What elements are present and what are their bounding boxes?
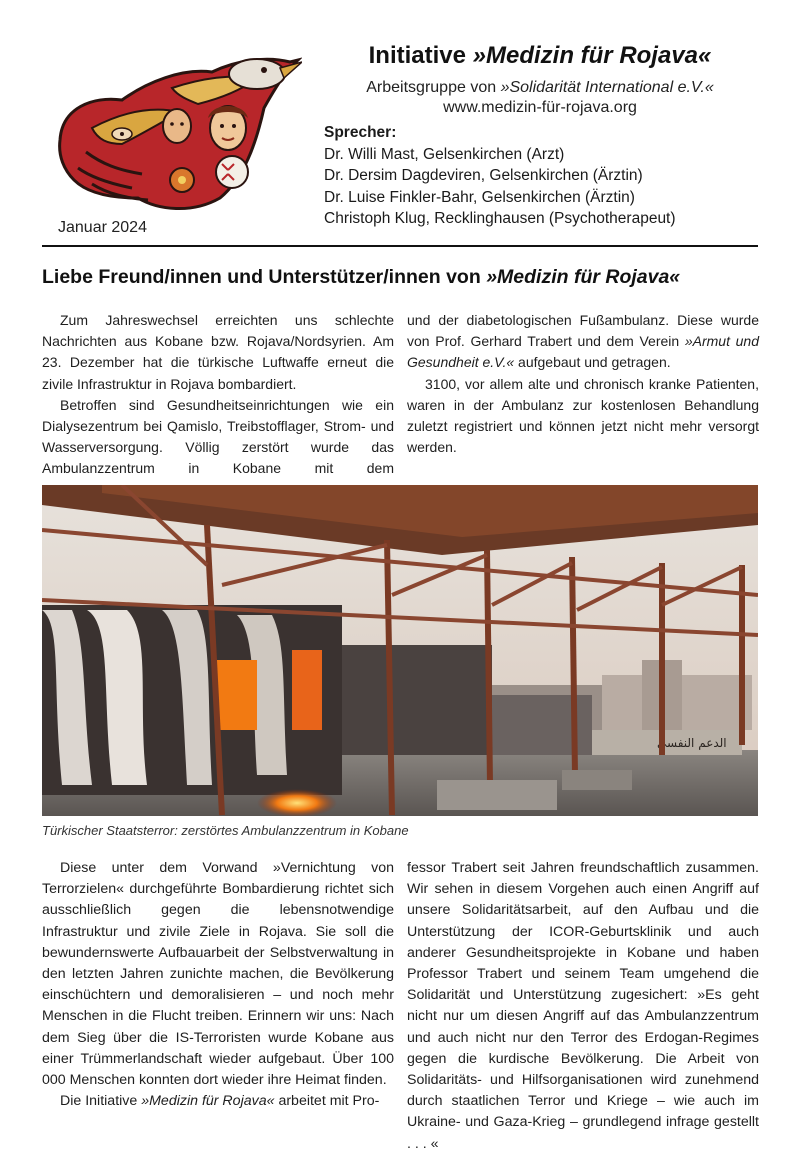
article-column-3	[42, 858, 394, 1112]
subtitle-prefix: Arbeitsgruppe von	[366, 79, 501, 96]
speaker-item: Dr. Willi Mast, Gelsenkirchen (Arzt)	[324, 145, 565, 163]
subtitle-org: »Solidarität International e.V.«	[500, 79, 714, 96]
speakers-label: Sprecher:	[324, 124, 397, 141]
speaker-item: Dr. Luise Finkler-Bahr, Gelsenkirchen (Ärztin)	[324, 188, 635, 206]
speaker-item: Christoph Klug, Recklinghausen (Psychotherapeut)	[324, 210, 676, 227]
paragraph: fessor Trabert seit Jahren freundschaftlich zusammen. Wir sehen in diesem Vorgehen auch einen Angriff auf unsere Solidaritätsarbeit, auf den Aufbau und die Unterstützung der ICOR-Geburtsklinik und auch anderer Gesundheitsprojekte in Kobane und haben Professor Trabert und seinem Team umgehend die Solidarität und Unterstützung zugesichert: »Es geht nicht nur um diesen Angriff auf das Ambulanzzentrum und auch nicht nur den Terror des Erdogan-Regimes gegen die kurdische Bevölkerung. Die Arbeit von Solidaritäts- und Hilfsorganisationen wird zunehmend durch staatlichen Terror und Kriege – wie auch im Ukraine- und Gaza-Krieg – grundlegend infrage gestellt . . . «	[407, 860, 759, 1152]
destroyed-clinic-photo	[42, 485, 758, 816]
paragraph: 3100, vor allem alte und chronisch kranke Patienten, waren in der Ambulanz zur kostenlosen Behandlung zuletzt registriert und können jetzt nicht mehr versorgt werden.	[407, 375, 759, 456]
website-url: www.medizin-für-rojava.org	[443, 99, 637, 116]
organization-title	[330, 42, 750, 70]
header-divider	[42, 245, 758, 247]
text-run: arbeitet mit Pro-	[274, 1093, 380, 1110]
paragraph	[407, 310, 759, 374]
article-column-4	[407, 858, 759, 1155]
paragraph: Zum Jahreswechsel erreichten uns schlechte Nachrichten aus Kobane bzw. Rojava/Nordsyrien. Am 23. Dezember hat die türkische Luftwaffe erneut die zivile Infrastruktur in Rojava bombardiert.	[42, 312, 394, 392]
text-run: und der diabetologischen Fußambulanz. Diese wurde von Prof. Gerhard Trabert und dem Verein	[407, 312, 759, 350]
text-run-italic: »Armut und Gesundheit e.V.«	[407, 333, 759, 371]
paragraph: Betroffen sind Gesundheitseinrichtungen wie ein Dialysezentrum bei Qamislo, Treibstofflager, Strom- und Wasserversorgung. Völlig zerstört wurde das Ambulanzzentrum in Kobane mit dem	[42, 396, 394, 477]
wall-graffiti: الدعم النفسي	[657, 736, 727, 750]
text-run: Die Initiative	[60, 1093, 142, 1110]
headline-name: »Medizin für Rojava«	[486, 266, 681, 288]
headline	[42, 266, 762, 289]
speakers-block	[324, 122, 764, 230]
article-column-1	[42, 310, 394, 501]
title-name: »Medizin für Rojava«	[472, 42, 712, 69]
title-prefix: Initiative	[368, 42, 473, 69]
speaker-item: Dr. Dersim Dagdeviren, Gelsenkirchen (Ärztin)	[324, 167, 643, 184]
paragraph: Diese unter dem Vorwand »Vernichtung von Terrorzielen« durchgeführte Bombardierung richtet sich ausschließlich gegen die lebensnotwendige Infrastruktur und zivile Ziele in Rojava. Sie soll die bewundernswerte Aufbauarbeit der Selbstverwaltung in den letzten Jahren zunichte machen, die Bevölkerung einschüchtern und demoralisieren – und noch mehr Menschen in die Flucht treiben. Erinnern wir uns: Nach dem Sieg über die IS-Terroristen wurde Kobane aus einer Trümmerlandschaft wieder aufgebaut. Über 100 000 Menschen konnten dort wieder ihre Heimat finden.	[42, 860, 394, 1089]
text-run: aufgebaut und getragen.	[514, 354, 671, 371]
text-run-italic: »Medizin für Rojava«	[141, 1093, 275, 1110]
organization-subtitle	[330, 77, 750, 98]
dove-logo-icon	[52, 48, 302, 218]
photo-caption: Türkischer Staatsterror: zerstörtes Ambulanzzentrum in Kobane	[42, 823, 409, 838]
headline-prefix: Liebe Freund/innen und Unterstützer/innen von	[42, 266, 487, 288]
article-column-2	[407, 310, 759, 458]
paragraph	[42, 1091, 394, 1112]
issue-date: Januar 2024	[58, 219, 147, 236]
